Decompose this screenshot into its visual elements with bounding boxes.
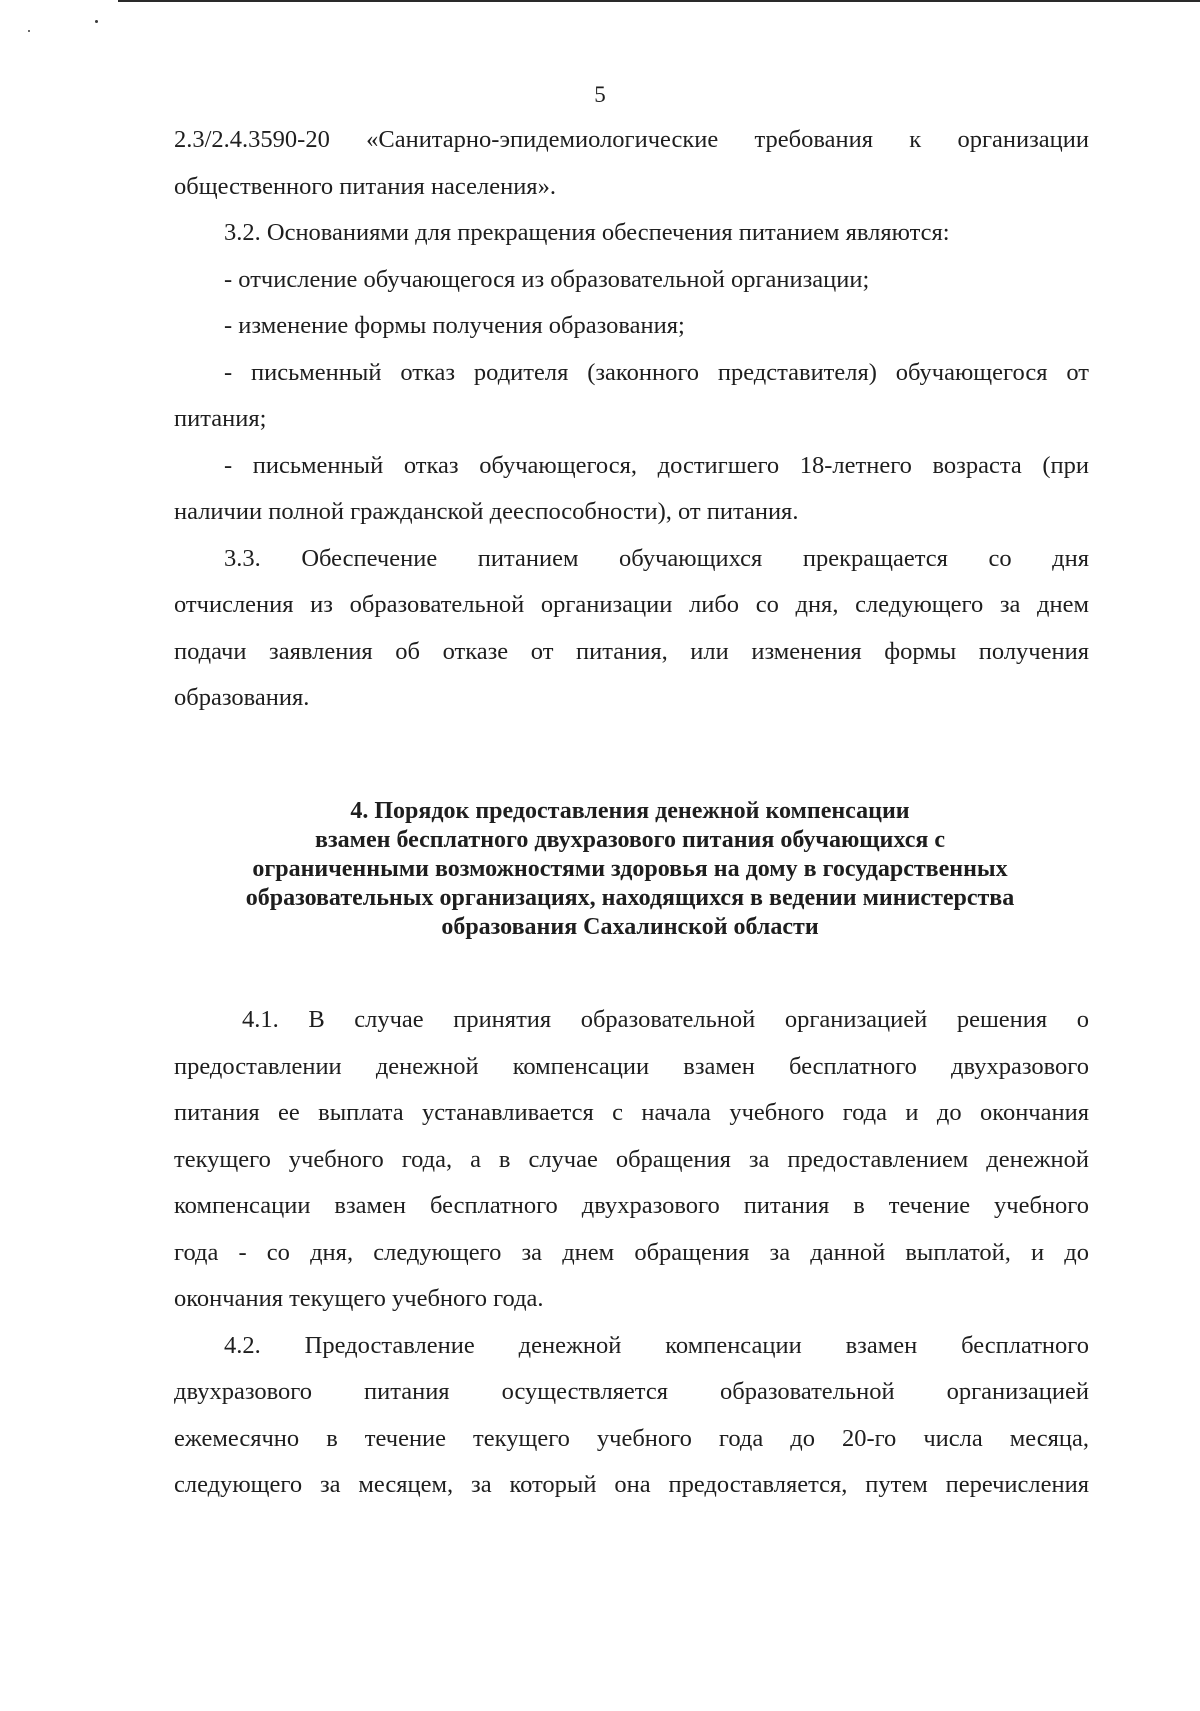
text-line: - изменение формы получения образования; (224, 312, 685, 339)
scan-speck (95, 20, 98, 23)
section-4-heading (150, 797, 1110, 942)
text-line: компенсации взамен бесплатного двухразового питания в течение учебного (174, 1192, 1089, 1219)
text-line: образования. (174, 684, 310, 711)
text-line: 3.2. Основаниями для прекращения обеспечения питанием являются: (224, 219, 950, 246)
text-line: отчисления из образовательной организации либо со дня, следующего за днем (174, 591, 1089, 618)
text-line: питания ее выплата устанавливается с начала учебного года и до окончания (174, 1099, 1089, 1126)
text-line: подачи заявления об отказе от питания, или изменения формы получения (174, 637, 1089, 665)
section-3-text (174, 117, 1089, 722)
text-line: окончания текущего учебного года. (174, 1285, 544, 1312)
text-line: 4.1. В случае принятия образовательной организацией решения о (242, 1006, 1089, 1033)
text-line: 3.3. Обеспечение питанием обучающихся прекращается со дня (224, 544, 1089, 572)
section-4-text (174, 997, 1089, 1509)
heading-line: 4. Порядок предоставления денежной компенсации (350, 798, 910, 824)
text-line: текущего учебного года, а в случае обращения за предоставлением денежной (174, 1145, 1089, 1173)
text-line: общественного питания населения». (174, 172, 556, 200)
scan-speck (28, 30, 30, 32)
text-line: двухразового питания осуществляется образовательной организацией (174, 1378, 1089, 1405)
text-line: ежемесячно в течение текущего учебного года до 20-го числа месяца, (174, 1424, 1089, 1452)
heading-line: образования Сахалинской области (441, 914, 819, 940)
text-line: - письменный отказ обучающегося, достигшего 18-летнего возраста (при (224, 451, 1089, 479)
text-line: - письменный отказ родителя (законного представителя) обучающегося от (224, 358, 1089, 386)
text-line: 2.3/2.4.3590-20 «Санитарно-эпидемиологические требования к организации (174, 126, 1089, 153)
text-line: наличии полной гражданской дееспособности), от питания. (174, 498, 799, 525)
text-line: года - со дня, следующего за днем обращения за данной выплатой, и до (174, 1238, 1089, 1266)
text-line: питания; (174, 405, 267, 432)
heading-line: взамен бесплатного двухразового питания обучающихся с (315, 827, 945, 853)
text-line: предоставлении денежной компенсации взамен бесплатного двухразового (174, 1052, 1089, 1080)
text-line: 4.2. Предоставление денежной компенсации взамен бесплатного (224, 1331, 1089, 1359)
text-line: - отчисление обучающегося из образовательной организации; (224, 265, 870, 293)
heading-line: образовательных организациях, находящихся в ведении министерства (245, 885, 1015, 911)
text-line: следующего за месяцем, за который она предоставляется, путем перечисления (174, 1471, 1089, 1498)
heading-line: ограниченными возможностями здоровья на дому в государственных (252, 856, 1008, 882)
page-number: 5 (594, 82, 606, 107)
scan-top-edge (118, 0, 1200, 2)
